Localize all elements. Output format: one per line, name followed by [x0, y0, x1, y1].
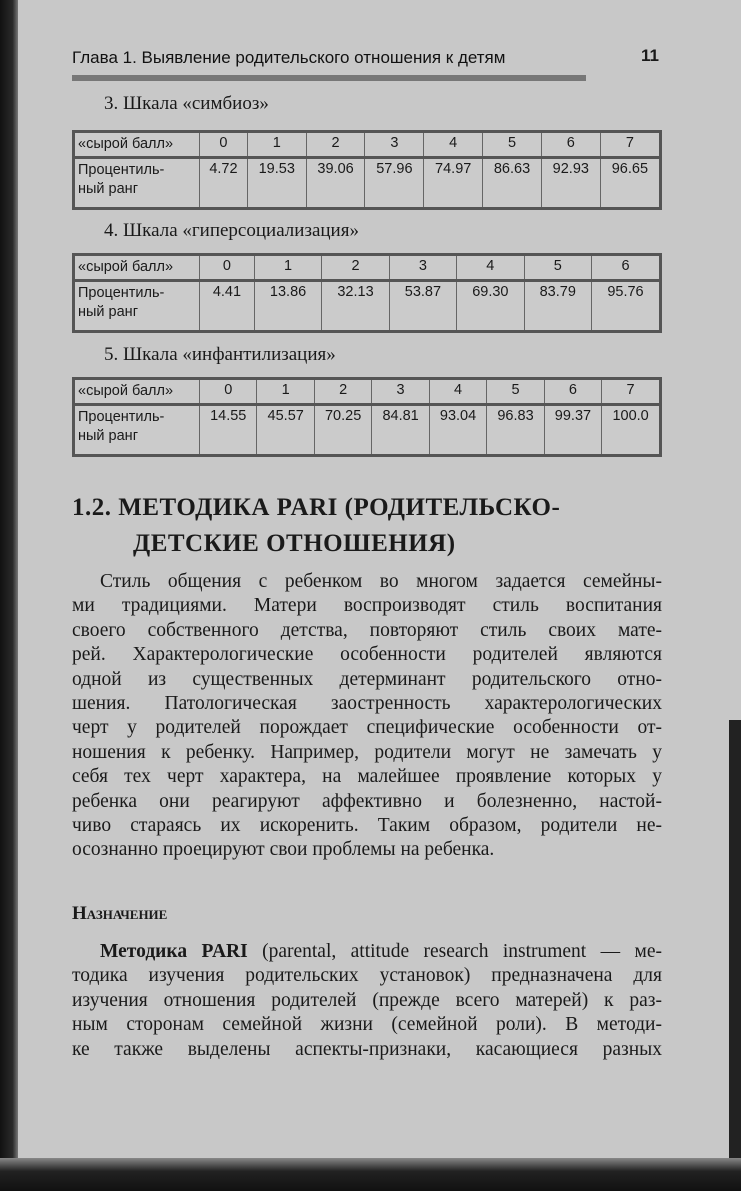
paragraph-line: ным сторонам семейной жизни (семейной роли). В методи- [72, 1014, 662, 1036]
raw-score-cell: 1 [247, 132, 306, 158]
percentile-table [72, 377, 662, 457]
percentile-cell: 83.79 [524, 281, 591, 332]
percentile-cell: 14.55 [200, 405, 257, 456]
percentile-cell: 95.76 [591, 281, 660, 332]
percentile-cell: 96.65 [600, 158, 660, 209]
raw-score-cell: 0 [200, 132, 248, 158]
raw-score-cell: 3 [389, 255, 456, 281]
paragraph-line-text: (parental, attitude research instrument — ме- [247, 941, 662, 962]
table-caption: 5. Шкала «инфантилизация» [104, 344, 336, 365]
percentile-cell: 92.93 [541, 158, 600, 209]
paragraph-line: ношения к ребенку. Например, родители могут не замечать у [72, 741, 662, 763]
percentile-cell: 53.87 [389, 281, 456, 332]
percentile-cell: 69.30 [457, 281, 524, 332]
percentile-label-2: ный ранг [78, 181, 138, 197]
percentile-cell: 74.97 [424, 158, 483, 209]
raw-score-cell: 4 [429, 379, 486, 405]
raw-score-cell: 3 [365, 132, 424, 158]
percentile-label-2: ный ранг [78, 304, 138, 320]
raw-score-cell: 1 [254, 255, 321, 281]
paragraph-line: ми традициями. Матери воспроизводят стиль воспитания [72, 595, 662, 617]
raw-score-label: «сырой балл» [74, 255, 200, 281]
percentile-cell: 86.63 [483, 158, 542, 209]
percentile-cell: 39.06 [306, 158, 365, 209]
percentile-cell: 4.72 [200, 158, 248, 209]
percentile-cell: 32.13 [322, 281, 389, 332]
raw-score-cell: 5 [483, 132, 542, 158]
paragraph-line: осознанно проецируют свои проблемы на ребенка. [72, 839, 495, 861]
raw-score-cell: 6 [544, 379, 601, 405]
raw-score-cell: 7 [600, 132, 660, 158]
percentile-cell: 84.81 [372, 405, 429, 456]
raw-score-label: «сырой балл» [74, 379, 200, 405]
paragraph-line: чиво стараясь их искоренить. Таким образом, родители не- [72, 815, 662, 836]
percentile-cell: 19.53 [247, 158, 306, 209]
paragraph-line: тодика изучения родительских установок) предназначена для [72, 965, 662, 987]
paragraph-line: себя тех черт характера, на малейшее проявление которых у [72, 766, 662, 788]
percentile-table [72, 253, 662, 333]
raw-score-cell: 2 [322, 255, 389, 281]
percentile-label-1: Процентиль- [78, 409, 165, 425]
raw-score-cell: 7 [602, 379, 661, 405]
raw-score-cell: 5 [487, 379, 544, 405]
paragraph-line: рей. Характерологические особенности родителей являются [72, 644, 662, 666]
scan-right-edge [729, 720, 741, 1191]
percentile-cell: 93.04 [429, 405, 486, 456]
raw-score-cell: 2 [314, 379, 371, 405]
section-title-line1: 1.2. МЕТОДИКА PARI (РОДИТЕЛЬСКО- [72, 494, 561, 521]
percentile-cell: 13.86 [254, 281, 321, 332]
raw-score-cell: 6 [591, 255, 660, 281]
running-head: Глава 1. Выявление родительского отношения к детям [72, 48, 506, 67]
paragraph-line: одной из существенных детерминант родительского отно- [72, 668, 662, 690]
percentile-cell: 4.41 [200, 281, 255, 332]
header-rule [72, 75, 586, 81]
percentile-label [74, 281, 200, 332]
page-number: 11 [641, 46, 659, 65]
paragraph-line [100, 940, 662, 964]
percentile-label [74, 405, 200, 456]
raw-score-cell: 0 [200, 379, 257, 405]
raw-score-cell: 4 [424, 132, 483, 158]
section-title-line2: ДЕТСКИЕ ОТНОШЕНИЯ) [133, 530, 456, 557]
paragraph-line: ребенка они реагируют аффективно и болезненно, настой- [72, 790, 662, 812]
raw-score-cell: 6 [541, 132, 600, 158]
paragraph-line: черт у родителей порождает специфические особенности от- [72, 717, 662, 739]
raw-score-cell: 4 [457, 255, 524, 281]
subheading: Назначение [72, 903, 168, 924]
paragraph-line: ке также выделены аспекты-признаки, касающиеся разных [72, 1038, 662, 1060]
percentile-cell: 45.57 [257, 405, 314, 456]
paragraph-line: Стиль общения с ребенком во многом задается семейны- [100, 571, 662, 592]
percentile-cell: 99.37 [544, 405, 601, 456]
percentile-label [74, 158, 200, 209]
scan-bottom-edge [0, 1158, 741, 1191]
raw-score-cell: 1 [257, 379, 314, 405]
scan-left-edge [0, 0, 18, 1191]
raw-score-cell: 2 [306, 132, 365, 158]
paragraph-line: своего собственного детства, повторяют стиль своих мате- [72, 619, 662, 641]
percentile-table [72, 130, 662, 210]
raw-score-label: «сырой балл» [74, 132, 200, 158]
paragraph-line: шения. Патологическая заостренность характерологических [72, 693, 662, 714]
method-name: Методика PARI [100, 941, 248, 962]
raw-score-cell: 5 [524, 255, 591, 281]
raw-score-cell: 3 [372, 379, 429, 405]
percentile-cell: 96.83 [487, 405, 544, 456]
table-caption: 3. Шкала «симбиоз» [104, 93, 269, 114]
percentile-cell: 57.96 [365, 158, 424, 209]
table-caption: 4. Шкала «гиперсоциализация» [104, 220, 359, 241]
raw-score-cell: 0 [200, 255, 255, 281]
percentile-cell: 100.0 [602, 405, 661, 456]
percentile-label-1: Процентиль- [78, 162, 165, 178]
percentile-label-1: Процентиль- [78, 285, 165, 301]
percentile-cell: 70.25 [314, 405, 371, 456]
paragraph-line: изучения отношения родителей (прежде всего матерей) к раз- [72, 989, 662, 1011]
percentile-label-2: ный ранг [78, 428, 138, 444]
